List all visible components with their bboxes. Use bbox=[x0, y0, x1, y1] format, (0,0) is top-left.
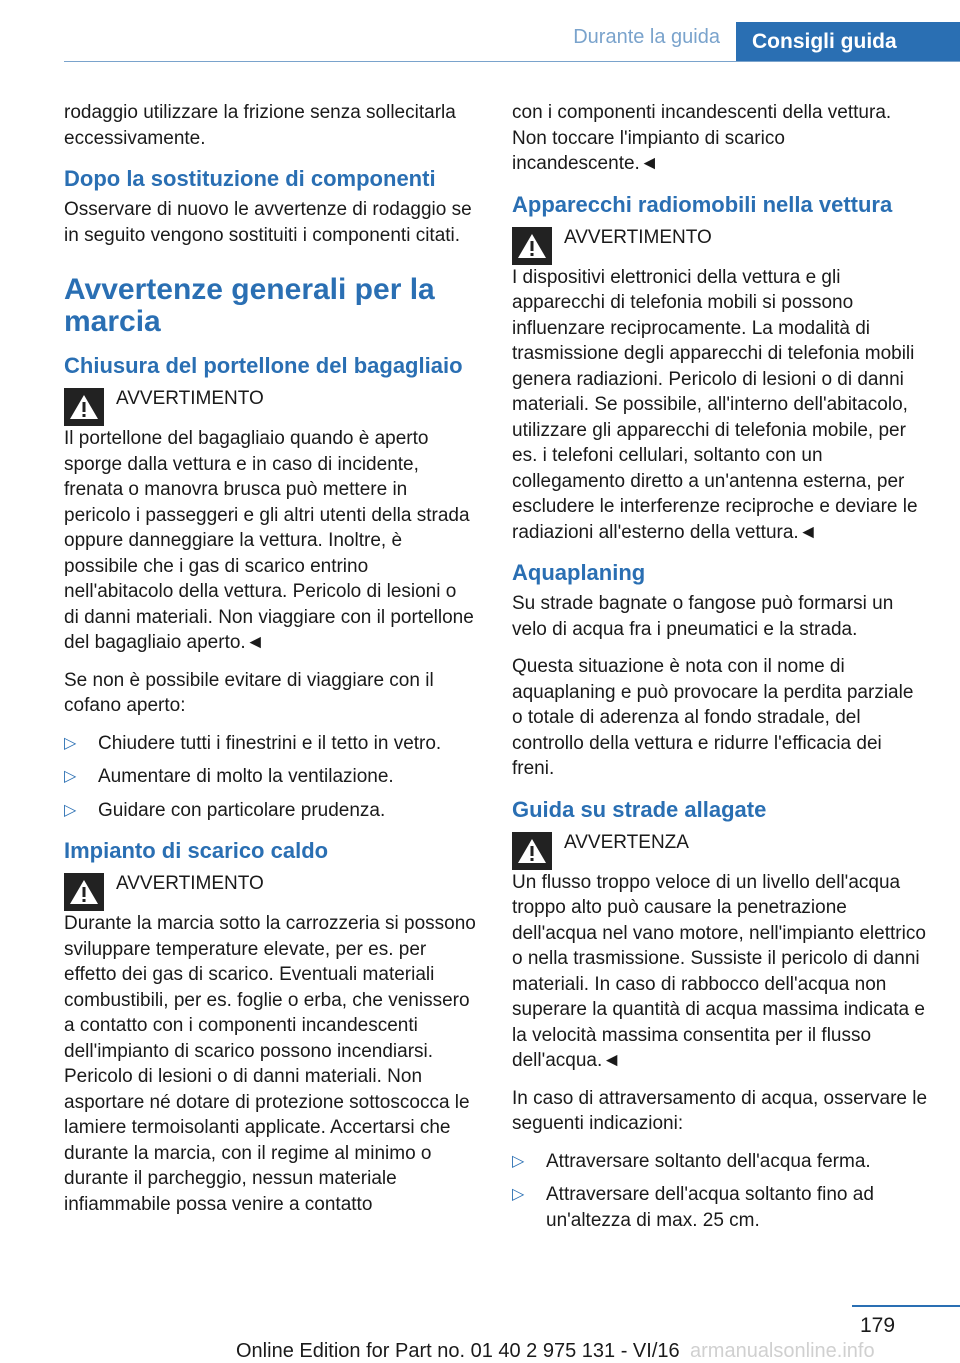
heading-components: Dopo la sostituzione di componenti bbox=[64, 166, 436, 191]
heading-flooded-roads: Guida su strade allagate bbox=[512, 796, 767, 822]
intro-paragraph: rodaggio utilizzare la frizione senza sollecitarla eccessivamente. bbox=[64, 102, 456, 149]
warning-radio-text: I dispositivi elettronici della vettura e gli apparecchi di telefonia mobili si possono influenzare reciprocamente. La modalità di trasmissione degli apparecchi di telefonia mobili genera radiazioni. Pericolo di lesioni o di danni materiali. Se possibile, all'interno dell'abitacolo, utilizzare gli apparecchi di telefonia mobile, per es. i telefoni cellulari, soltanto con un collegamento diretto a un'antenna esterna, per escludere le interferenze reciproche e deviare le radiazioni all'esterno della vettura.◄ bbox=[512, 266, 918, 543]
warning-flood bbox=[512, 830, 928, 1074]
heading-exhaust: Impianto di scarico caldo bbox=[64, 838, 329, 863]
aquaplaning-paragraph-1: Su strade bagnate o fangose può formarsi un velo di acqua fra i pneumatici e la strada. bbox=[512, 593, 894, 640]
trunk-bullet-list bbox=[64, 731, 476, 824]
header-rule bbox=[64, 61, 960, 62]
triangle-bullet-icon: ▷ bbox=[64, 801, 77, 819]
list-item: ▷ Attraversare dell'acqua soltanto fino ad un'altezza di max. 25 cm. bbox=[512, 1184, 874, 1231]
warning-trunk-title: AVVERTIMENTO bbox=[116, 388, 264, 409]
warning-triangle-icon bbox=[64, 388, 104, 426]
watermark: armanualsonline.info bbox=[690, 1340, 875, 1362]
trunk-open-paragraph: Se non è possibile evitare di viaggiare con il cofano aperto: bbox=[64, 669, 434, 716]
heading-general-warnings: Avvertenze generali per la marcia bbox=[64, 273, 435, 338]
warning-triangle-icon bbox=[512, 832, 552, 870]
warning-flood-text: Un flusso troppo veloce di un livello dell'acqua troppo alto può causare la penetrazione dell'acqua nel vano motore, nell'impianto elettrico o nella trasmissione. Sussiste il pericolo di danni materiali. In caso di rabbocco dell'acqua non superare la quantità di acqua massima indicata e la velocità massima consentita per il flusso dell'acqua.◄ bbox=[512, 871, 926, 1071]
flood-paragraph: In caso di attraversamento di acqua, osservare le seguenti indicazioni: bbox=[512, 1087, 928, 1134]
header-chapter-tab: Consigli guida bbox=[736, 22, 960, 62]
list-item: ▷ Guidare con particolare prudenza. bbox=[64, 798, 476, 824]
components-paragraph: Osservare di nuovo le avvertenze di rodaggio se in seguito vengono sostituiti i componenti citati. bbox=[64, 199, 472, 246]
aquaplaning-paragraph-2: Questa situazione è nota con il nome di aquaplaning e può provocare la perdita parziale o totale di aderenza al fondo stradale, del controllo della vettura e ridurre l'efficacia dei freni. bbox=[512, 656, 914, 779]
triangle-bullet-icon: ▷ bbox=[64, 768, 77, 785]
heading-radio: Apparecchi radiomobili nella vettura bbox=[512, 191, 893, 217]
list-item: ▷ Attraversare soltanto dell'acqua ferma. bbox=[512, 1149, 928, 1175]
triangle-bullet-icon: ▷ bbox=[512, 1186, 525, 1203]
right-column bbox=[512, 100, 928, 1243]
footer-rule bbox=[852, 1305, 960, 1307]
warning-radio bbox=[512, 225, 928, 546]
warning-exhaust bbox=[64, 871, 476, 1217]
warning-trunk-text: Il portellone del bagagliaio quando è aperto sporge dalla vettura e in caso di incidente, frenata o manovra brusca può mettere in pericolo i passeggeri e gli altri utenti della strada oppure danneggiare la vettura. Inoltre, è possibile che i gas di scarico entrino nell'abitacolo della vettura. Pericolo di lesioni o di danni materiali. Non viaggiare con il portellone del bagagliaio aperto.◄ bbox=[64, 428, 474, 653]
warning-radio-title: AVVERTIMENTO bbox=[564, 226, 712, 248]
edition-label: Online Edition for Part no. 01 40 2 975 131 - VI/16 bbox=[236, 1340, 680, 1362]
list-item: ▷ Aumentare di molto la ventilazione. bbox=[64, 764, 476, 790]
warning-flood-title: AVVERTENZA bbox=[564, 831, 689, 853]
warning-triangle-icon bbox=[512, 227, 552, 265]
warning-trunk bbox=[64, 386, 476, 656]
warning-exhaust-title: AVVERTIMENTO bbox=[116, 873, 264, 894]
triangle-bullet-icon: ▷ bbox=[512, 1152, 525, 1170]
flood-bullet-list bbox=[512, 1149, 928, 1234]
list-item: ▷ Chiudere tutti i finestrini e il tetto in vetro. bbox=[64, 731, 476, 757]
page-number: 179 bbox=[860, 1314, 896, 1337]
header-section-title: Durante la guida bbox=[573, 26, 720, 48]
heading-aquaplaning: Aquaplaning bbox=[512, 560, 646, 585]
warning-triangle-icon bbox=[64, 873, 104, 911]
left-column bbox=[64, 100, 476, 1229]
exhaust-continuation: con i componenti incandescenti della vettura. Non toccare l'impianto di scarico incandescente.◄ bbox=[512, 102, 892, 174]
warning-exhaust-text: Durante la marcia sotto la carrozzeria si possono sviluppare temperature elevate, per es. per effetto dei gas di scarico. Eventuali materiali combustibili, per es. foglie o erba, che venissero a contatto con i componenti incandescenti dell'impianto di scarico possono incendiarsi. Pericolo di lesioni o di danni materiali. Non asportare né dotare di protezione sottoscocca le lamiere termoisolanti applicate. Accertarsi che durante la marcia, con il regime al minimo o durante il parcheggio, nessun materiale infiammabile possa venire a contatto bbox=[64, 913, 476, 1215]
page-header bbox=[0, 0, 960, 62]
heading-trunk: Chiusura del portellone del bagagliaio bbox=[64, 353, 463, 378]
triangle-bullet-icon: ▷ bbox=[64, 734, 77, 752]
